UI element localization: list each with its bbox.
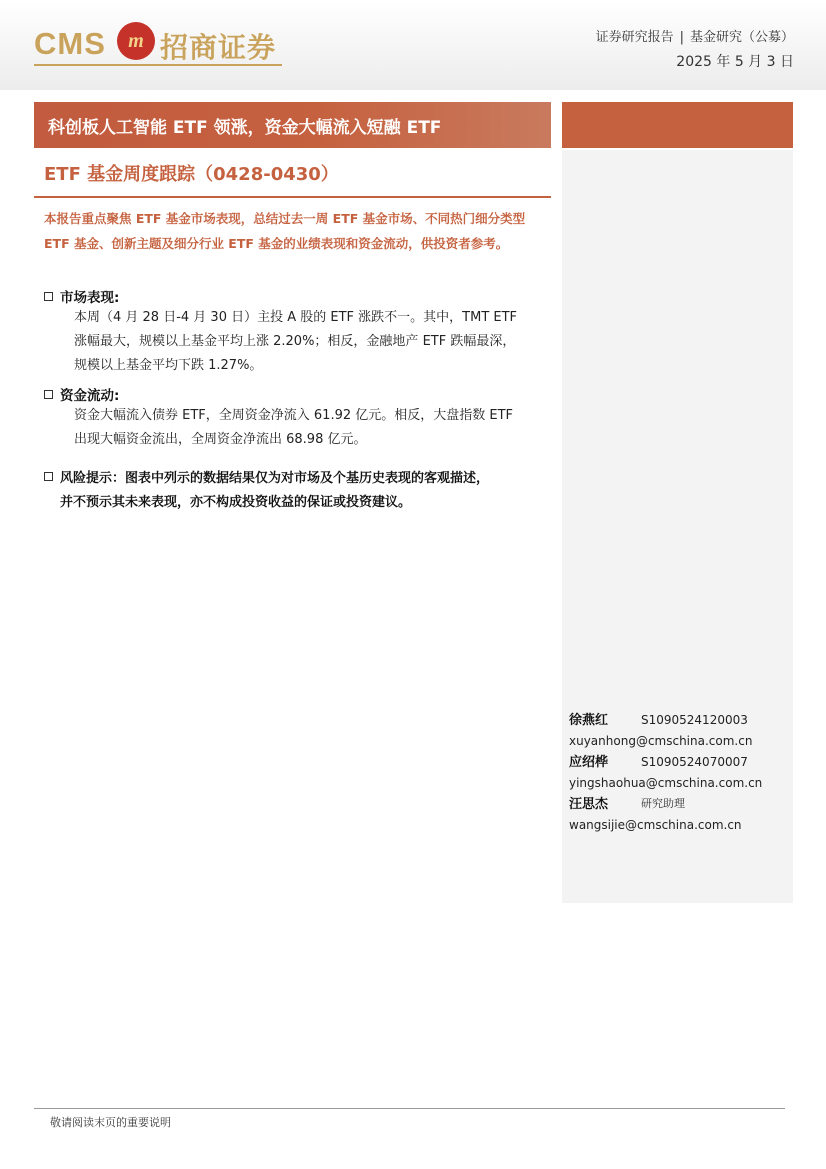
author-row (569, 751, 789, 773)
author-role: 研究助理 (641, 797, 685, 810)
fund-flow-line: 出现大幅资金流出，全周资金净流出 68.98 亿元。 (74, 432, 367, 447)
sidebar-header-block (562, 102, 793, 148)
header-separator: | (679, 30, 684, 45)
fund-flow-paragraph (74, 404, 549, 452)
report-date: 2025 年 5 月 3 日 (676, 54, 794, 70)
risk-warning: 风险提示：图表中列示的数据结果仅为对市场及个基历史表现的客观描述， 并不预示其未来表现，亦不构成投资收益的保证或投资建议。 (44, 467, 554, 515)
author-email[interactable]: wangsijie@cmschina.com.cn (569, 818, 742, 832)
logo-latin-text: CMS (34, 26, 106, 61)
title-banner (34, 102, 551, 148)
author-name: 应绍桦 (569, 755, 609, 770)
market-line: 涨幅最大，规模以上基金平均上涨 2.20%；相反，金融地产 ETF 跌幅最深， (74, 334, 516, 349)
checkbox-bullet-icon (44, 292, 53, 301)
section-heading-market: 市场表现: (44, 286, 119, 306)
author-row (569, 793, 789, 815)
report-type: 证券研究报告 (595, 30, 674, 45)
author-name: 徐燕红 (569, 713, 609, 728)
logo-chinese-text: 招商证券 (160, 31, 277, 64)
report-category: 基金研究（公募） (689, 30, 794, 45)
author-license-id: S1090524120003 (641, 713, 748, 727)
fund-flow-line: 资金大幅流入债券 ETF，全周资金净流入 61.92 亿元。相反，大盘指数 ETF (74, 408, 514, 423)
author-name: 汪思杰 (569, 797, 609, 812)
market-line: 本周（4 月 28 日-4 月 30 日）主投 A 股的 ETF 涨跌不一。其中，TMT ETF (74, 310, 518, 325)
logo-badge-icon: m (117, 22, 155, 60)
report-subtitle: ETF 基金周度跟踪（0428-0430） (44, 164, 339, 185)
author-email[interactable]: xuyanhong@cmschina.com.cn (569, 734, 753, 748)
checkbox-bullet-icon (44, 472, 53, 481)
market-paragraph (74, 306, 549, 378)
report-title: 科创板人工智能 ETF 领涨，资金大幅流入短融 ETF (48, 118, 442, 138)
footer-note: 敬请阅读末页的重要说明 (50, 1116, 171, 1129)
author-license-id: S1090524070007 (641, 755, 748, 769)
subtitle-divider (34, 196, 551, 198)
authors-block (569, 709, 789, 835)
author-row (569, 709, 789, 731)
intro-paragraph: 本报告重点聚焦 ETF 基金市场表现，总结过去一周 ETF 基金市场、不同热门细分类型 ETF 基金、创新主题及细分行业 ETF 基金的业绩表现和资金流动，供投资者参考。 (44, 211, 526, 251)
footer-divider (34, 1108, 785, 1109)
author-email[interactable]: yingshaohua@cmschina.com.cn (569, 776, 763, 790)
section-heading-fund-flow: 资金流动: (44, 384, 119, 404)
logo-underline (34, 64, 282, 66)
market-line: 规模以上基金平均下跌 1.27%。 (74, 358, 263, 373)
header-meta (596, 26, 794, 74)
checkbox-bullet-icon (44, 390, 53, 399)
